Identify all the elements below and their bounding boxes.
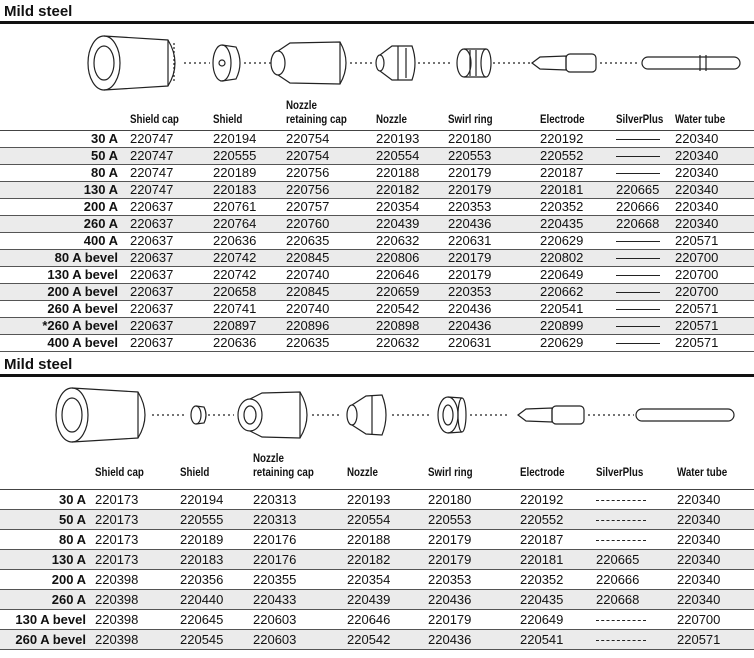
part-number: 220760 bbox=[286, 216, 330, 231]
part-number: 220352 bbox=[520, 572, 564, 587]
part-number: 220700 bbox=[675, 267, 719, 282]
part-number: 220340 bbox=[675, 148, 719, 163]
part-number: 220806 bbox=[376, 250, 420, 265]
shield-icon bbox=[191, 406, 234, 424]
row-label: 260 A bevel bbox=[47, 301, 118, 316]
part-number: 220542 bbox=[376, 301, 420, 316]
part-number: 220356 bbox=[180, 572, 224, 587]
empty-dash bbox=[616, 343, 660, 344]
part-number: 220193 bbox=[347, 492, 391, 507]
part-number: 220554 bbox=[347, 512, 391, 527]
section-2-parts-illustration bbox=[0, 379, 754, 449]
part-number: 220183 bbox=[213, 182, 257, 197]
part-number: 220553 bbox=[448, 148, 492, 163]
part-number: 220173 bbox=[95, 492, 139, 507]
part-number: 220659 bbox=[376, 284, 420, 299]
part-number: 220340 bbox=[677, 492, 721, 507]
part-number: 220187 bbox=[540, 165, 584, 180]
part-number: 220553 bbox=[428, 512, 472, 527]
empty-dash bbox=[616, 326, 660, 327]
part-number: 220741 bbox=[213, 301, 257, 316]
part-number: 220435 bbox=[520, 592, 564, 607]
part-number: 220637 bbox=[130, 284, 174, 299]
table-row bbox=[0, 250, 754, 267]
part-number: 220398 bbox=[95, 592, 139, 607]
part-number: 220896 bbox=[286, 318, 330, 333]
part-number: 220353 bbox=[428, 572, 472, 587]
part-number: 220340 bbox=[675, 182, 719, 197]
column-header-nozzle-retaining-cap: Nozzle bbox=[253, 453, 284, 465]
part-number: 220764 bbox=[213, 216, 257, 231]
part-number: 220555 bbox=[180, 512, 224, 527]
row-label: 130 A bbox=[83, 182, 118, 197]
empty-dash bbox=[616, 292, 660, 293]
row-label: 200 A bbox=[51, 572, 86, 587]
electrode-icon bbox=[518, 406, 634, 424]
shield-icon bbox=[213, 45, 272, 81]
part-number: 220353 bbox=[448, 284, 492, 299]
table-row bbox=[0, 510, 754, 530]
part-number: 220636 bbox=[213, 335, 257, 350]
part-number: 220173 bbox=[95, 512, 139, 527]
part-number: 220187 bbox=[520, 532, 564, 547]
part-number: 220740 bbox=[286, 301, 330, 316]
empty-dash bbox=[616, 241, 660, 242]
part-number: 220541 bbox=[520, 632, 564, 647]
part-number: 220740 bbox=[286, 267, 330, 282]
table-row bbox=[0, 610, 754, 630]
part-number: 220603 bbox=[253, 632, 297, 647]
part-number: 220439 bbox=[376, 216, 420, 231]
table-row bbox=[0, 148, 754, 165]
part-number: 220747 bbox=[130, 165, 174, 180]
row-label: 130 A bevel bbox=[47, 267, 118, 282]
part-number: 220439 bbox=[347, 592, 391, 607]
part-number: 220542 bbox=[347, 632, 391, 647]
part-number: 220756 bbox=[286, 182, 330, 197]
row-label: 80 A bbox=[59, 532, 86, 547]
table-row bbox=[0, 490, 754, 510]
part-number: 220193 bbox=[376, 131, 420, 146]
table-row bbox=[0, 318, 754, 335]
part-number: 220645 bbox=[180, 612, 224, 627]
part-number: 220182 bbox=[347, 552, 391, 567]
part-number: 220183 bbox=[180, 552, 224, 567]
empty-dash bbox=[616, 258, 660, 259]
part-number: 220552 bbox=[520, 512, 564, 527]
part-number: 220173 bbox=[95, 532, 139, 547]
section-1-title: Mild steel bbox=[4, 3, 73, 20]
part-number: 220756 bbox=[286, 165, 330, 180]
row-label: 200 A bevel bbox=[47, 284, 118, 299]
part-number: 220435 bbox=[540, 216, 584, 231]
column-header-water-tube: Water tube bbox=[675, 114, 726, 126]
part-number: 220637 bbox=[130, 233, 174, 248]
water-tube-icon bbox=[636, 409, 734, 421]
electrode-icon bbox=[532, 54, 640, 72]
part-number: 220571 bbox=[675, 301, 719, 316]
swirl-ring-icon bbox=[438, 397, 510, 433]
empty-dash bbox=[596, 640, 646, 641]
part-number: 220632 bbox=[376, 335, 420, 350]
part-number: 220845 bbox=[286, 284, 330, 299]
part-number: 220176 bbox=[253, 532, 297, 547]
part-number: 220180 bbox=[448, 131, 492, 146]
part-number: 220436 bbox=[448, 216, 492, 231]
part-number: 220571 bbox=[675, 233, 719, 248]
part-number: 220188 bbox=[347, 532, 391, 547]
part-number: 220398 bbox=[95, 632, 139, 647]
nozzle-icon bbox=[347, 395, 432, 435]
part-number: 220635 bbox=[286, 335, 330, 350]
table-row bbox=[0, 301, 754, 318]
table-row bbox=[0, 216, 754, 233]
part-number: 220700 bbox=[675, 284, 719, 299]
part-number: 220662 bbox=[540, 284, 584, 299]
part-number: 220340 bbox=[675, 165, 719, 180]
part-number: 220436 bbox=[428, 632, 472, 647]
part-number: 220666 bbox=[596, 572, 640, 587]
empty-dash bbox=[616, 173, 660, 174]
column-header-electrode: Electrode bbox=[520, 467, 565, 479]
part-number: 220398 bbox=[95, 612, 139, 627]
row-label: 50 A bbox=[59, 512, 86, 527]
part-number: 220433 bbox=[253, 592, 297, 607]
part-number: 220646 bbox=[347, 612, 391, 627]
part-number: 220181 bbox=[540, 182, 584, 197]
part-number: 220398 bbox=[95, 572, 139, 587]
part-number: 220635 bbox=[286, 233, 330, 248]
part-number: 220897 bbox=[213, 318, 257, 333]
row-label: 260 A bbox=[83, 216, 118, 231]
section-1-parts-illustration bbox=[0, 26, 754, 100]
part-number: 220666 bbox=[616, 199, 660, 214]
part-number: 220754 bbox=[286, 148, 330, 163]
row-label: 260 A bbox=[51, 592, 86, 607]
part-number: 220637 bbox=[130, 199, 174, 214]
part-number: 220179 bbox=[428, 552, 472, 567]
row-label: 400 A bevel bbox=[47, 335, 118, 350]
part-number: 220552 bbox=[540, 148, 584, 163]
column-header-swirl-ring: Swirl ring bbox=[448, 114, 493, 126]
empty-dash bbox=[596, 620, 646, 621]
part-number: 220554 bbox=[376, 148, 420, 163]
part-number: 220340 bbox=[675, 216, 719, 231]
part-number: 220545 bbox=[180, 632, 224, 647]
part-number: 220898 bbox=[376, 318, 420, 333]
row-label: 130 A bevel bbox=[15, 612, 86, 627]
part-number: 220555 bbox=[213, 148, 257, 163]
column-header-shield-cap: Shield cap bbox=[95, 467, 144, 479]
part-number: 220761 bbox=[213, 199, 257, 214]
section-2 bbox=[0, 355, 754, 658]
part-number: 220742 bbox=[213, 250, 257, 265]
column-header-nozzle: Nozzle bbox=[376, 114, 407, 126]
part-number: 220747 bbox=[130, 148, 174, 163]
table-row bbox=[0, 550, 754, 570]
table-row bbox=[0, 284, 754, 301]
part-number: 220571 bbox=[675, 318, 719, 333]
part-number: 220340 bbox=[677, 592, 721, 607]
part-number: 220194 bbox=[180, 492, 224, 507]
part-number: 220436 bbox=[448, 318, 492, 333]
table-row bbox=[0, 267, 754, 284]
part-number: 220637 bbox=[130, 301, 174, 316]
part-number: 220802 bbox=[540, 250, 584, 265]
water-tube-icon bbox=[642, 55, 740, 71]
column-header-swirl-ring: Swirl ring bbox=[428, 467, 473, 479]
part-number: 220632 bbox=[376, 233, 420, 248]
part-number: 220629 bbox=[540, 233, 584, 248]
column-header-shield: Shield bbox=[180, 467, 210, 479]
part-number: 220180 bbox=[428, 492, 472, 507]
part-number: 220189 bbox=[213, 165, 257, 180]
part-number: 220649 bbox=[540, 267, 584, 282]
table-row bbox=[0, 131, 754, 148]
part-number: 220747 bbox=[130, 131, 174, 146]
part-number: 220436 bbox=[448, 301, 492, 316]
row-label: 200 A bbox=[83, 199, 118, 214]
column-header-shield-cap: Shield cap bbox=[130, 114, 179, 126]
part-number: 220631 bbox=[448, 233, 492, 248]
empty-dash bbox=[616, 139, 660, 140]
column-header-nozzle: Nozzle bbox=[347, 467, 378, 479]
part-number: 220637 bbox=[130, 318, 174, 333]
column-header-nozzle-retaining-cap: retaining cap bbox=[253, 467, 314, 479]
row-label: 30 A bbox=[91, 131, 118, 146]
part-number: 220354 bbox=[376, 199, 420, 214]
part-number: 220637 bbox=[130, 216, 174, 231]
column-header-silverplus: SilverPlus bbox=[596, 467, 644, 479]
row-label: 260 A bevel bbox=[15, 632, 86, 647]
empty-dash bbox=[596, 540, 646, 541]
section-1-rule bbox=[0, 21, 754, 24]
section-2-rule bbox=[0, 374, 754, 377]
part-number: 220440 bbox=[180, 592, 224, 607]
part-number: 220631 bbox=[448, 335, 492, 350]
part-number: 220899 bbox=[540, 318, 584, 333]
part-number: 220658 bbox=[213, 284, 257, 299]
part-number: 220313 bbox=[253, 492, 297, 507]
part-number: 220179 bbox=[428, 532, 472, 547]
part-number: 220637 bbox=[130, 267, 174, 282]
nozzle-icon bbox=[376, 46, 452, 80]
table-row bbox=[0, 165, 754, 182]
row-label: 30 A bbox=[59, 492, 86, 507]
part-number: 220649 bbox=[520, 612, 564, 627]
row-label: *260 A bevel bbox=[42, 318, 118, 333]
part-number: 220352 bbox=[540, 199, 584, 214]
part-number: 220668 bbox=[596, 592, 640, 607]
part-number: 220571 bbox=[677, 632, 721, 647]
part-number: 220845 bbox=[286, 250, 330, 265]
row-label: 50 A bbox=[91, 148, 118, 163]
part-number: 220181 bbox=[520, 552, 564, 567]
row-label: 80 A bbox=[91, 165, 118, 180]
empty-dash bbox=[616, 275, 660, 276]
table-row bbox=[0, 570, 754, 590]
part-number: 220700 bbox=[675, 250, 719, 265]
part-number: 220354 bbox=[347, 572, 391, 587]
nozzle-retaining-cap-icon bbox=[271, 42, 372, 84]
empty-dash bbox=[596, 500, 646, 501]
empty-dash bbox=[616, 309, 660, 310]
part-number: 220340 bbox=[677, 512, 721, 527]
part-number: 220665 bbox=[616, 182, 660, 197]
part-number: 220194 bbox=[213, 131, 257, 146]
part-number: 220665 bbox=[596, 552, 640, 567]
column-header-nozzle-retaining-cap: Nozzle bbox=[286, 100, 317, 112]
part-number: 220436 bbox=[428, 592, 472, 607]
table-row bbox=[0, 199, 754, 216]
part-number: 220313 bbox=[253, 512, 297, 527]
table-row bbox=[0, 233, 754, 250]
part-number: 220700 bbox=[677, 612, 721, 627]
column-header-silverplus: SilverPlus bbox=[616, 114, 664, 126]
part-number: 220757 bbox=[286, 199, 330, 214]
part-number: 220747 bbox=[130, 182, 174, 197]
column-header-electrode: Electrode bbox=[540, 114, 585, 126]
part-number: 220754 bbox=[286, 131, 330, 146]
part-number: 220340 bbox=[675, 131, 719, 146]
part-number: 220179 bbox=[448, 267, 492, 282]
part-number: 220179 bbox=[448, 182, 492, 197]
table-row bbox=[0, 335, 754, 352]
row-label: 130 A bbox=[51, 552, 86, 567]
part-number: 220340 bbox=[677, 572, 721, 587]
empty-dash bbox=[616, 156, 660, 157]
part-number: 220188 bbox=[376, 165, 420, 180]
part-number: 220189 bbox=[180, 532, 224, 547]
part-number: 220637 bbox=[130, 250, 174, 265]
empty-dash bbox=[596, 520, 646, 521]
section-2-title: Mild steel bbox=[4, 356, 73, 373]
part-number: 220192 bbox=[520, 492, 564, 507]
column-header-shield: Shield bbox=[213, 114, 243, 126]
part-number: 220353 bbox=[448, 199, 492, 214]
table-row bbox=[0, 182, 754, 199]
part-number: 220571 bbox=[675, 335, 719, 350]
part-number: 220340 bbox=[677, 552, 721, 567]
row-label: 400 A bbox=[83, 233, 118, 248]
part-number: 220179 bbox=[428, 612, 472, 627]
shield-cap-icon bbox=[56, 388, 186, 442]
swirl-ring-icon bbox=[457, 49, 530, 77]
table-row bbox=[0, 530, 754, 550]
nozzle-retaining-cap-icon bbox=[238, 392, 342, 438]
part-number: 220541 bbox=[540, 301, 584, 316]
part-number: 220176 bbox=[253, 552, 297, 567]
part-number: 220629 bbox=[540, 335, 584, 350]
part-number: 220742 bbox=[213, 267, 257, 282]
part-number: 220173 bbox=[95, 552, 139, 567]
table-row bbox=[0, 590, 754, 610]
column-header-water-tube: Water tube bbox=[677, 467, 728, 479]
part-number: 220646 bbox=[376, 267, 420, 282]
part-number: 220179 bbox=[448, 250, 492, 265]
part-number: 220182 bbox=[376, 182, 420, 197]
part-number: 220637 bbox=[130, 335, 174, 350]
part-number: 220603 bbox=[253, 612, 297, 627]
part-number: 220355 bbox=[253, 572, 297, 587]
part-number: 220340 bbox=[677, 532, 721, 547]
part-number: 220636 bbox=[213, 233, 257, 248]
part-number: 220340 bbox=[675, 199, 719, 214]
part-number: 220668 bbox=[616, 216, 660, 231]
shield-cap-icon bbox=[88, 36, 210, 90]
column-header-nozzle-retaining-cap: retaining cap bbox=[286, 114, 347, 126]
part-number: 220179 bbox=[448, 165, 492, 180]
table-row bbox=[0, 630, 754, 650]
part-number: 220192 bbox=[540, 131, 584, 146]
row-label: 80 A bevel bbox=[54, 250, 118, 265]
